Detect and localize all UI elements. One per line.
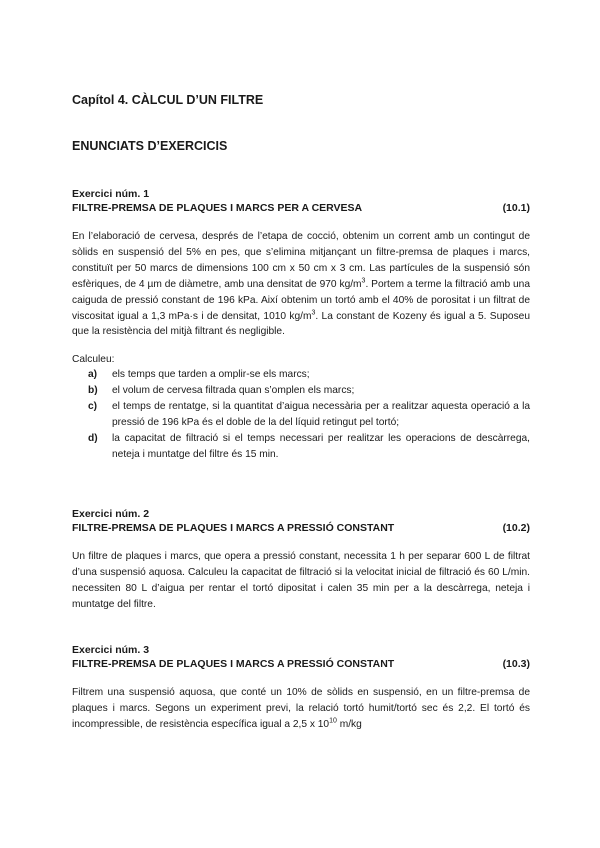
exercise-title: FILTRE-PREMSA DE PLAQUES I MARCS PER A CERVESA <box>72 202 363 214</box>
list-item <box>72 383 530 399</box>
superscript: 3 <box>311 309 316 317</box>
question-list <box>72 367 530 462</box>
list-item <box>72 399 530 431</box>
exercise-code: (10.2) <box>502 522 530 534</box>
exercise-code: (10.1) <box>502 202 530 214</box>
exercise-number: Exercici núm. 3 <box>72 644 150 656</box>
item-marker: b) <box>88 385 98 397</box>
statement-text-part: . La constant de Kozeny és igual a 5. Suposeu que la resistència del mitjà filtrant és negligible. <box>72 310 530 338</box>
exercise-statement: Un filtre de plaques i marcs, que opera a pressió constant, necessita 1 h per separar 600 L de filtrat d’una suspensió aquosa. Calculeu la capacitat de filtració si la velocitat inicial de filtració és 60 L/min. necessiten 80 L d’aigua per rentar el tortó dipositat i calen 35 min per a la descàrrega, neteja i muntatge del filtre. <box>72 551 530 610</box>
exercise-statement <box>72 685 530 733</box>
superscript: 3 <box>361 277 366 285</box>
exercise-number: Exercici núm. 1 <box>72 188 150 200</box>
section-title: ENUNCIATS D’EXERCICIS <box>72 139 228 153</box>
exercise-2 <box>72 507 530 613</box>
superscript: 10 <box>329 717 337 725</box>
list-item <box>72 367 530 383</box>
list-item <box>72 431 530 463</box>
exercise-title-row <box>72 657 530 671</box>
exercise-3 <box>72 643 530 733</box>
ask-label: Calculeu: <box>72 354 115 366</box>
chapter-title: Capítol 4. CÀLCUL D’UN FILTRE <box>72 93 264 107</box>
exercise-code: (10.3) <box>502 658 530 670</box>
item-marker: a) <box>88 369 98 381</box>
exercise-title: FILTRE-PREMSA DE PLAQUES I MARCS A PRESSIÓ CONSTANT <box>72 522 395 534</box>
item-text: la capacitat de filtració si el temps necessari per realitzar les operacions de descàrrega, neteja i muntatge del filtre és 15 min. <box>112 432 530 460</box>
exercise-title-row <box>72 521 530 535</box>
statement-text-part: . Portem a terme la filtració amb una caiguda de pressió constant de 196 kPa. Així obtenim un tortó amb el 40% de porositat i un filtrat de viscositat igual a 1,3 mPa·s i de densitat, 1010 kg/m <box>72 278 530 322</box>
statement-text-part: Filtrem una suspensió aquosa, que conté un 10% de sòlids en suspensió, en un filtre-premsa de plaques i marcs. Segons un experiment previ, la relació tortó humit/tortó sec és 2,2. El tortó és incompressible, de resistència específica igual a 2,5 x 10 <box>72 687 530 730</box>
statement-text-part: m/kg <box>336 718 362 730</box>
exercise-1 <box>72 187 530 463</box>
item-text: els temps que tarden a omplir-se els marcs; <box>112 369 310 381</box>
item-text: el temps de rentatge, si la quantitat d’aigua necessària per a realitzar aquesta operació a la pressió de 196 kPa és el doble de la del líquid retingut pel tortó; <box>112 401 530 429</box>
item-marker: d) <box>88 432 98 444</box>
statement-text-part: En l’elaboració de cervesa, després de l’etapa de cocció, obtenim un corrent amb un contingut de sòlids en suspensió del 5% en pes, que s’elimina mitjançant un filtre-premsa de plaques i marcs, constituït per 50 marcs de dimensions 100 cm x 50 cm x 3 cm. Las partícules de la suspensió són esfèriques, de 4 µm de diàmetre, amb una densitat de 970 kg/m <box>72 231 530 290</box>
exercise-title: FILTRE-PREMSA DE PLAQUES I MARCS A PRESSIÓ CONSTANT <box>72 658 395 670</box>
exercise-title-row <box>72 201 530 215</box>
exercise-statement <box>72 229 530 340</box>
item-text: el volum de cervesa filtrada quan s’omplen els marcs; <box>112 385 355 397</box>
exercise-number: Exercici núm. 2 <box>72 508 150 520</box>
item-marker: c) <box>88 401 98 413</box>
